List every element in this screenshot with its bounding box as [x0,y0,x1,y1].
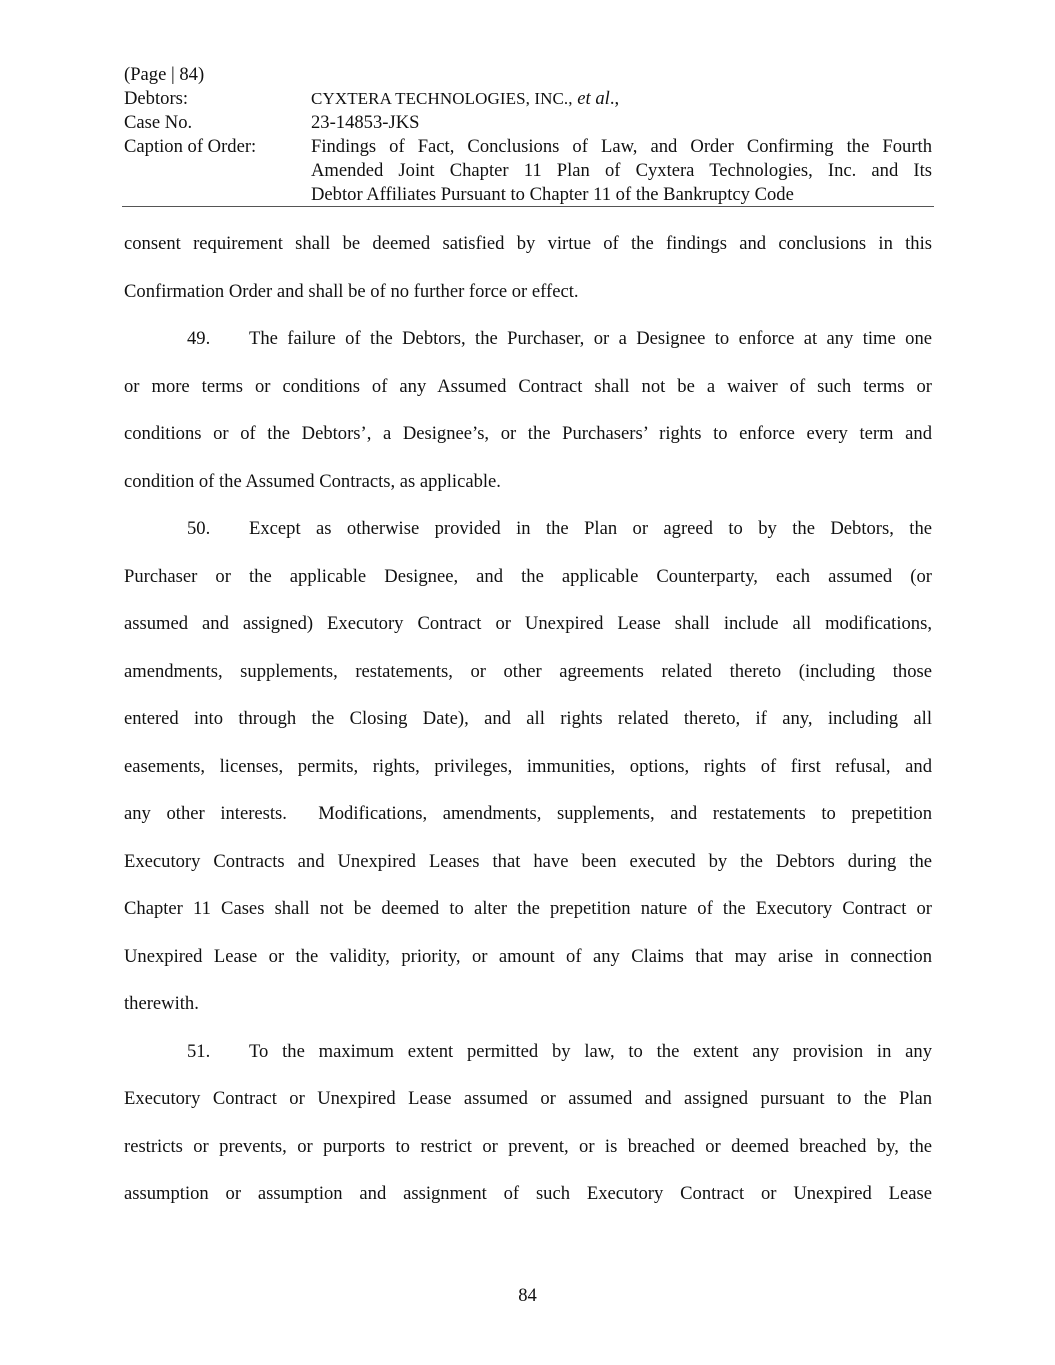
body-line: restricts or prevents, or purports to restrict or prevent, or is breached or deemed breached by, the [124,1135,932,1157]
debtors-row [124,87,932,111]
caption-line: Amended Joint Chapter 11 Plan of Cyxtera Technologies, Inc. and Its [311,160,932,181]
paragraph-number: 51. [187,1040,211,1062]
paragraph-50-first-line: 50. Except as otherwise provided in the Plan or agreed to by the Debtors, the [124,505,932,553]
case-label: Case No. [124,112,193,133]
caption-label: Caption of Order: [124,136,257,157]
body-line: Confirmation Order and shall be of no further force or effect. [124,280,579,302]
caption-text [311,135,932,207]
debtors-name: CYXTERA TECHNOLOGIES, INC., [311,89,573,108]
debtors-label: Debtors: [124,88,189,109]
document-body [124,220,932,1218]
caption-row [124,135,932,207]
paragraph-51-first-line: 51. To the maximum extent permitted by law, to the extent any provision in any [124,1028,932,1076]
page-header [124,63,932,207]
caption-line: Debtor Affiliates Pursuant to Chapter 11 of the Bankruptcy Code [311,184,794,205]
body-line: therewith. [124,993,199,1014]
case-row [124,111,932,135]
body-line: any other interests. Modifications, amendments, supplements, and restatements to prepetition [124,803,932,824]
body-line: amendments, supplements, restatements, or other agreements related thereto (including those [124,660,932,682]
debtors-value [311,87,932,111]
caption-line: Findings of Fact, Conclusions of Law, and Order Confirming the Fourth [311,136,932,157]
paragraph-number: 49. [187,328,211,349]
body-line: consent requirement shall be deemed satisfied by virtue of the findings and conclusions in this [124,233,932,254]
body-line: assumption or assumption and assignment of such Executory Contract or Unexpired Lease [124,1183,932,1204]
body-line: or more terms or conditions of any Assumed Contract shall not be a waiver of such terms or [124,375,932,397]
paragraph-49-first-line: 49. The failure of the Debtors, the Purchaser, or a Designee to enforce at any time one [124,315,932,363]
body-line: Purchaser or the applicable Designee, and the applicable Counterparty, each assumed (or [124,565,932,587]
body-line: Executory Contract or Unexpired Lease assumed or assumed and assigned pursuant to the Plan [124,1088,932,1109]
body-line: conditions or of the Debtors’, a Designee’s, or the Purchasers’ rights to enforce every term and [124,423,932,444]
paragraph-number: 50. [187,518,211,539]
body-line: condition of the Assumed Contracts, as applicable. [124,470,501,492]
case-number: 23-14853-JKS [311,112,420,133]
page-reference: (Page | 84) [124,64,205,85]
body-line: easements, licenses, permits, rights, privileges, immunities, options, rights of first refusal, and [124,755,932,777]
body-line: entered into through the Closing Date), and all rights related thereto, if any, including all [124,708,932,729]
body-line: Executory Contracts and Unexpired Leases that have been executed by the Debtors during the [124,850,932,872]
header-divider [122,206,934,207]
page-number: 84 [518,1285,537,1306]
body-line: Chapter 11 Cases shall not be deemed to alter the prepetition nature of the Executory Contract or [124,898,932,919]
body-line: assumed and assigned) Executory Contract or Unexpired Lease shall include all modifications, [124,613,932,634]
debtors-etal: et al [577,88,610,109]
body-line: Unexpired Lease or the validity, priority, or amount of any Claims that may arise in connection [124,945,932,967]
debtors-trail: ., [609,88,620,109]
